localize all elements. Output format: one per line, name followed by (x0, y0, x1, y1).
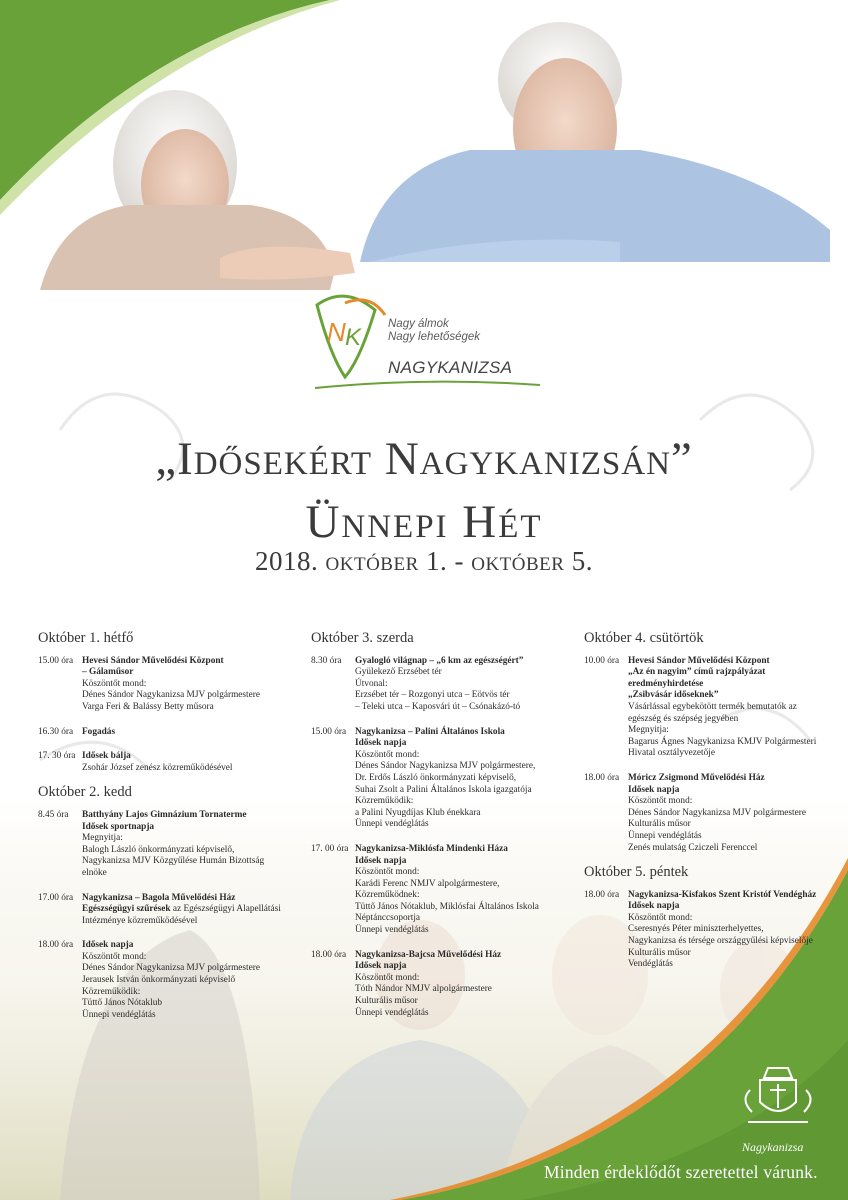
event-line-text: Vásárlással egybekötött termék bemutatók az (628, 701, 797, 712)
event-line-text: Közreműködik: (355, 796, 414, 807)
event-line-text: Dénes Sándor Nagykanizsa MJV polgármestere (628, 807, 806, 818)
event-line (355, 913, 556, 925)
day-heading: Október 5. péntek (584, 864, 689, 881)
event-line-text: egészség és szépség jegyében (628, 713, 739, 724)
event-line-text: Suhai Zsolt a Palini Általános Iskola igazgatója (355, 784, 532, 795)
event-line (82, 763, 278, 775)
event-line-text: Kulturális műsor (628, 947, 691, 958)
event-details (628, 773, 824, 854)
event-line (628, 679, 824, 691)
event-line (628, 702, 824, 714)
event-line-text: Idősek napja (355, 855, 407, 866)
event-line-text: Vendéglátás (628, 959, 673, 970)
event-line (628, 737, 824, 749)
event-line (82, 727, 278, 739)
event-line (628, 959, 824, 971)
event-line-text: Intézménye közreműködésével (82, 915, 198, 926)
event-line (628, 831, 824, 843)
event-line (82, 845, 278, 857)
event-line-text: Egészségügyi szűrések (82, 904, 171, 915)
event-line-text: Jerausek István önkormányzati képviselő (82, 975, 236, 986)
program-event (38, 727, 278, 739)
event-line-text: Nagykanizsa-Kisfakos Szent Kristóf Vendégház (628, 889, 817, 900)
event-line-text: Varga Feri & Balássy Betty műsora (82, 701, 214, 712)
day-heading: Október 1. hétfő (38, 630, 134, 646)
event-time: 18.00 óra (584, 772, 620, 783)
event-line-text: Köszöntőt mond: (628, 912, 693, 923)
event-line (355, 738, 556, 750)
event-line (355, 750, 556, 762)
event-line (628, 748, 824, 760)
event-line-text: Ünnepi vendéglátás (628, 830, 702, 841)
event-line (82, 975, 278, 987)
event-line (82, 656, 278, 668)
event-time: 17. 00 óra (311, 843, 349, 854)
event-line (355, 867, 556, 879)
event-line-text: Dénes Sándor Nagykanizsa MJV polgármestere (82, 690, 260, 701)
event-details (355, 656, 556, 714)
event-line (355, 1008, 556, 1020)
event-line-text: Hevesi Sándor Művelődési Központ (82, 655, 224, 666)
event-line (355, 961, 556, 973)
event-line-text: Karádi Ferenc NMJV alpolgármestere, (355, 878, 500, 889)
event-time: 15.00 óra (311, 726, 347, 737)
event-line-text: Móricz Zsigmond Művelődési Ház (628, 772, 765, 783)
event-line (82, 810, 278, 822)
event-line-text: „Az én nagyim” című rajzpályázat (628, 667, 766, 678)
event-details (628, 890, 824, 971)
event-line (355, 679, 556, 691)
logo-tagline (388, 318, 480, 344)
event-line (628, 725, 824, 737)
event-line (628, 936, 824, 948)
event-line-text: Nagykanizsa-Miklósfa Mindenki Háza (355, 843, 508, 854)
event-line-text: Kulturális műsor (355, 996, 418, 1007)
event-details (82, 751, 278, 774)
event-line (82, 998, 278, 1010)
event-line (82, 856, 278, 868)
event-time: 17. 30 óra (38, 751, 76, 762)
event-line (355, 973, 556, 985)
event-line (628, 913, 824, 925)
day-heading: Október 3. szerda (311, 630, 414, 646)
day-heading: Október 2. kedd (38, 784, 132, 801)
event-details (82, 727, 278, 739)
event-line (628, 948, 824, 960)
event-line-text: – Gálaműsor (82, 667, 134, 678)
event-line (355, 819, 556, 831)
event-line (82, 690, 278, 702)
event-line (628, 808, 824, 820)
event-details (82, 810, 278, 880)
logo-tagline-2: Nagy lehetőségek (388, 331, 481, 343)
program-column-2 (311, 630, 556, 1032)
event-line (355, 856, 556, 868)
event-time: 18.00 óra (584, 889, 620, 900)
event-line-text: Közreműködnek: (355, 890, 420, 901)
city-crest-icon (740, 1060, 816, 1130)
event-time: 8.45 óra (38, 809, 69, 820)
event-line-text: Kulturális műsor (628, 819, 691, 830)
logo-tagline-1: Nagy álmok (388, 318, 449, 330)
event-line-text: Megnyitja: (628, 725, 669, 736)
event-line-text: Köszöntőt mond: (628, 796, 693, 807)
event-line (355, 808, 556, 820)
event-line (355, 902, 556, 914)
event-line-text: Nagykanizsa MJV Közgyűlése Humán Bizottság (82, 856, 265, 867)
event-details (628, 656, 824, 760)
event-line (82, 963, 278, 975)
event-line (82, 1010, 278, 1022)
event-line-text: Hivatal osztályvezetője (628, 748, 715, 759)
event-line-text: elnöke (82, 867, 107, 878)
program-event (584, 773, 824, 854)
event-line-text: Köszöntőt mond: (82, 678, 147, 689)
event-line (355, 890, 556, 902)
event-line-text: Köszöntőt mond: (82, 951, 147, 962)
event-time: 15.00 óra (38, 655, 74, 666)
event-details (355, 844, 556, 937)
event-line (628, 667, 824, 679)
sub-title: Ünnepi Hét (305, 496, 543, 548)
event-details (82, 656, 278, 714)
event-line-text: Nagykanizsa és térsége országgyűlési képviselője (628, 936, 813, 947)
event-line (355, 702, 556, 714)
event-line-text: Zenés mulatság Cziczeli Ferenccel (628, 842, 758, 853)
event-line (82, 751, 278, 763)
event-line (355, 690, 556, 702)
event-line (82, 904, 281, 916)
event-time: 17.00 óra (38, 892, 74, 903)
program-event (311, 844, 556, 937)
event-line (628, 690, 824, 702)
event-line-rest: az Egészségügyi Alapellátási (170, 904, 281, 915)
event-line (355, 796, 556, 808)
event-line-text: Ünnepi vendéglátás (355, 819, 429, 830)
event-line (355, 656, 556, 668)
event-line-text: Gyülekező Erzsébet tér (355, 667, 442, 678)
event-line-text: Dénes Sándor Nagykanizsa MJV polgármestere (82, 963, 260, 974)
event-details (355, 727, 556, 831)
event-line (628, 785, 824, 797)
event-line-text: Közreműködik: (82, 986, 141, 997)
event-line-text: Köszöntőt mond: (355, 749, 420, 760)
event-line (628, 796, 824, 808)
event-line (355, 761, 556, 773)
event-line-text: Fogadás (82, 726, 116, 737)
svg-text:N: N (327, 317, 346, 347)
event-line-text: Tüttő János Nótaklub (82, 998, 163, 1009)
photo-man (360, 22, 830, 262)
event-line-text: Idősek bálja (82, 751, 131, 762)
day-heading: Október 4. csütörtök (584, 630, 704, 646)
event-line-text: Ünnepi vendéglátás (82, 1009, 156, 1020)
program-event (38, 751, 278, 774)
event-line-text: Zsohár József zenész közreműködésével (82, 762, 233, 773)
event-line-text: Idősek napja (628, 784, 680, 795)
program-event (38, 810, 278, 880)
event-line (355, 844, 556, 856)
event-line (82, 702, 278, 714)
event-line-text: Bagarus Ágnes Nagykanizsa KMJV Polgármesteri (628, 736, 817, 747)
program-event (38, 892, 281, 928)
event-line-text: Nagykanizsa – Bagola Művelődési Ház (82, 892, 236, 903)
event-line-text: – Teleki utca – Kaposvári út – Csónakázó-tó (355, 701, 521, 712)
program-event (584, 890, 824, 971)
event-dates: 2018. október 1. - október 5. (255, 546, 593, 576)
event-line (628, 843, 824, 855)
event-line-text: Nagykanizsa-Bajcsa Művelődési Ház (355, 949, 502, 960)
event-line (355, 667, 556, 679)
event-line-text: „Zsibvásár időseknek” (628, 690, 719, 701)
event-time: 18.00 óra (38, 940, 74, 951)
program-event (311, 950, 556, 1020)
program-event (38, 940, 278, 1021)
program-column-3 (584, 630, 824, 984)
event-line-text: Tóth Nándor NMJV alpolgármestere (355, 984, 492, 995)
event-line-text: a Palini Nyugdíjas Klub énekkara (355, 807, 481, 818)
event-line-text: Idősek napja (355, 738, 407, 749)
event-line (628, 901, 824, 913)
event-line-text: Néptánccsoportja (355, 913, 421, 924)
event-time: 18.00 óra (311, 949, 347, 960)
event-line (628, 819, 824, 831)
event-line-text: Köszöntőt mond: (355, 867, 420, 878)
event-line-text: Gyalogló világnap – „6 km az egészségért” (355, 655, 524, 666)
event-line (82, 679, 278, 691)
event-line-text: Ünnepi vendéglátás (355, 1007, 429, 1018)
event-line-text: Balogh László önkormányzati képviselő, (82, 844, 235, 855)
event-line-text: Útvonal: (355, 678, 388, 689)
logo-city-name: NAGYKANIZSA (388, 358, 513, 377)
event-line (82, 667, 278, 679)
event-line-text: Erzsébet tér – Rozgonyi utca – Eötvös tér (355, 690, 510, 701)
event-line (628, 924, 824, 936)
event-line (628, 890, 824, 902)
event-time: 8.30 óra (311, 655, 342, 666)
event-details (355, 950, 556, 1020)
event-line-text: eredményhirdetése (628, 678, 704, 689)
event-line (82, 833, 278, 845)
event-line-text: Idősek napja (82, 940, 134, 951)
event-line (82, 987, 278, 999)
program-event (311, 656, 556, 714)
event-line-text: Nagykanizsa – Palini Általános Iskola (355, 726, 505, 737)
event-line-text: Köszöntőt mond: (355, 972, 420, 983)
event-line-text: Tüttő János Nótaklub, Miklósfai Általános Iskola (355, 901, 539, 912)
event-line (82, 952, 278, 964)
event-line-text: Idősek napja (355, 961, 407, 972)
event-line (355, 773, 556, 785)
main-title: „Idősekért Nagykanizsán” (155, 433, 693, 485)
event-details (82, 893, 281, 928)
footer-slogan: Minden érdeklődőt szeretettel várunk. (544, 1162, 818, 1182)
event-line (355, 996, 556, 1008)
event-line-text: Batthyány Lajos Gimnázium Tornaterme (82, 809, 247, 820)
event-time: 16.30 óra (38, 726, 74, 737)
event-line (82, 916, 281, 928)
event-line-text: Ünnepi vendéglátás (355, 925, 429, 936)
crest-label: Nagykanizsa (742, 1140, 804, 1154)
event-line (628, 714, 824, 726)
event-line-text: Idősek napja (628, 901, 680, 912)
event-details (82, 940, 278, 1021)
event-line-text: Megnyitja: (82, 833, 123, 844)
event-line (628, 773, 824, 785)
event-time: 10.00 óra (584, 655, 620, 666)
event-line-text: Dr. Erdős László önkormányzati képviselő, (355, 772, 517, 783)
program-event (38, 656, 278, 714)
event-line (628, 656, 824, 668)
event-line (355, 984, 556, 996)
event-line (82, 868, 278, 880)
event-line (82, 893, 281, 905)
event-line (355, 785, 556, 797)
event-line-text: Idősek sportnapja (82, 821, 155, 832)
program-column-1 (38, 630, 281, 1034)
svg-text:K: K (345, 324, 362, 351)
event-line (355, 727, 556, 739)
event-line-text: Cseresnyés Péter miniszterhelyettes, (628, 924, 764, 935)
event-line-text: Dénes Sándor Nagykanizsa MJV polgármestere, (355, 761, 536, 772)
event-line-text: Hevesi Sándor Művelődési Központ (628, 655, 770, 666)
event-line (82, 822, 278, 834)
program-event (311, 727, 556, 831)
event-line (82, 940, 278, 952)
event-line (355, 879, 556, 891)
event-line (355, 950, 556, 962)
program-event (584, 656, 824, 760)
event-line (355, 925, 556, 937)
